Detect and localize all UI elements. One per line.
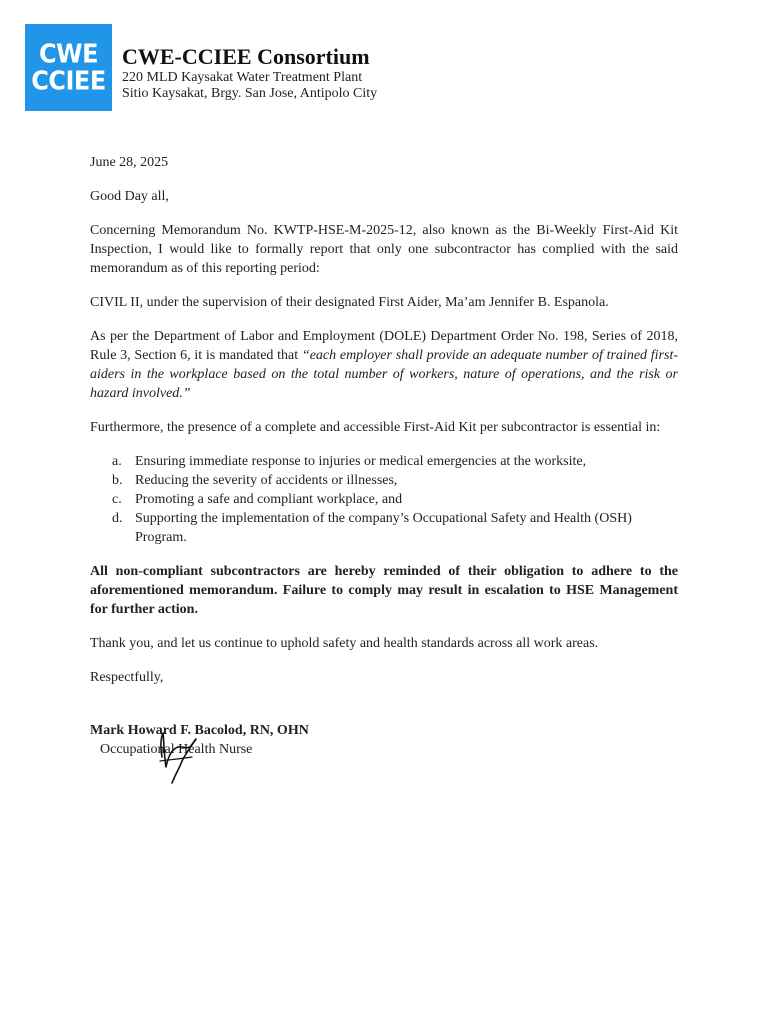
address-line-1: 220 MLD Kaysakat Water Treatment Plant <box>122 70 363 85</box>
handwritten-signature <box>156 727 200 789</box>
letterhead <box>122 44 377 102</box>
logo-text-line2: CCIEE <box>31 65 106 96</box>
list-marker: a. <box>112 454 122 469</box>
list-item-text: Promoting a safe and compliant workplace, and <box>135 492 403 507</box>
list-item <box>90 471 678 490</box>
paragraph-thanks: Thank you, and let us continue to uphold safety and health standards across all work areas. <box>90 636 599 651</box>
list-item-text: Supporting the implementation of the company’s Occupational Safety and Health (OSH) Program. <box>135 511 632 545</box>
address-line-2: Sitio Kaysakat, Brgy. San Jose, Antipolo City <box>122 86 378 101</box>
dole-order-quote: “each employer shall provide an adequate number of trained first-aiders in the workplace based on the total number of workers, nature of operations, and the risk or hazard involved.” <box>90 348 678 401</box>
list-marker: c. <box>112 492 122 507</box>
paragraph-reminder: All non-compliant subcontractors are hereby reminded of their obligation to adhere to the aforementioned memorandum. Failure to comply may result in escalation to HSE Management for further action. <box>90 564 678 617</box>
list-item <box>90 490 678 509</box>
list-item <box>90 509 678 547</box>
organization-name: CWE-CCIEE Consortium <box>122 44 370 69</box>
letter-body <box>90 153 678 759</box>
paragraph-compliant-subcontractor: CIVIL II, under the supervision of their designated First Aider, Ma’am Jennifer B. Espanola. <box>90 295 609 310</box>
signer-title: Occupational Health Nurse <box>100 742 253 757</box>
signer-name: Mark Howard F. Bacolod, RN, OHN <box>90 723 309 738</box>
list-item <box>90 452 678 471</box>
company-logo <box>25 24 112 111</box>
list-marker: d. <box>112 511 123 526</box>
dole-order-intro: As per the Department of Labor and Employment (DOLE) Department Order No. 198, Series of 2018, Rule 3, Section 6, it is mandated that <box>90 329 678 363</box>
paragraph-memorandum: Concerning Memorandum No. KWTP-HSE-M-2025-12, also known as the Bi-Weekly First-Aid Kit Inspection, I would like to formally report that only one subcontractor has complied with the said memorandum as of this reporting period: <box>90 223 678 276</box>
greeting: Good Day all, <box>90 189 169 204</box>
letter-date: June 28, 2025 <box>90 155 169 170</box>
paragraph-dole-order <box>90 327 678 403</box>
reasons-list <box>90 452 678 547</box>
list-marker: b. <box>112 473 123 488</box>
closing: Respectfully, <box>90 670 164 685</box>
list-item-text: Reducing the severity of accidents or illnesses, <box>135 473 398 488</box>
logo-text-line1: CWE <box>39 38 98 69</box>
list-item-text: Ensuring immediate response to injuries or medical emergencies at the worksite, <box>135 454 587 469</box>
paragraph-first-aid-kit: Furthermore, the presence of a complete and accessible First-Aid Kit per subcontractor is essential in: <box>90 420 661 435</box>
